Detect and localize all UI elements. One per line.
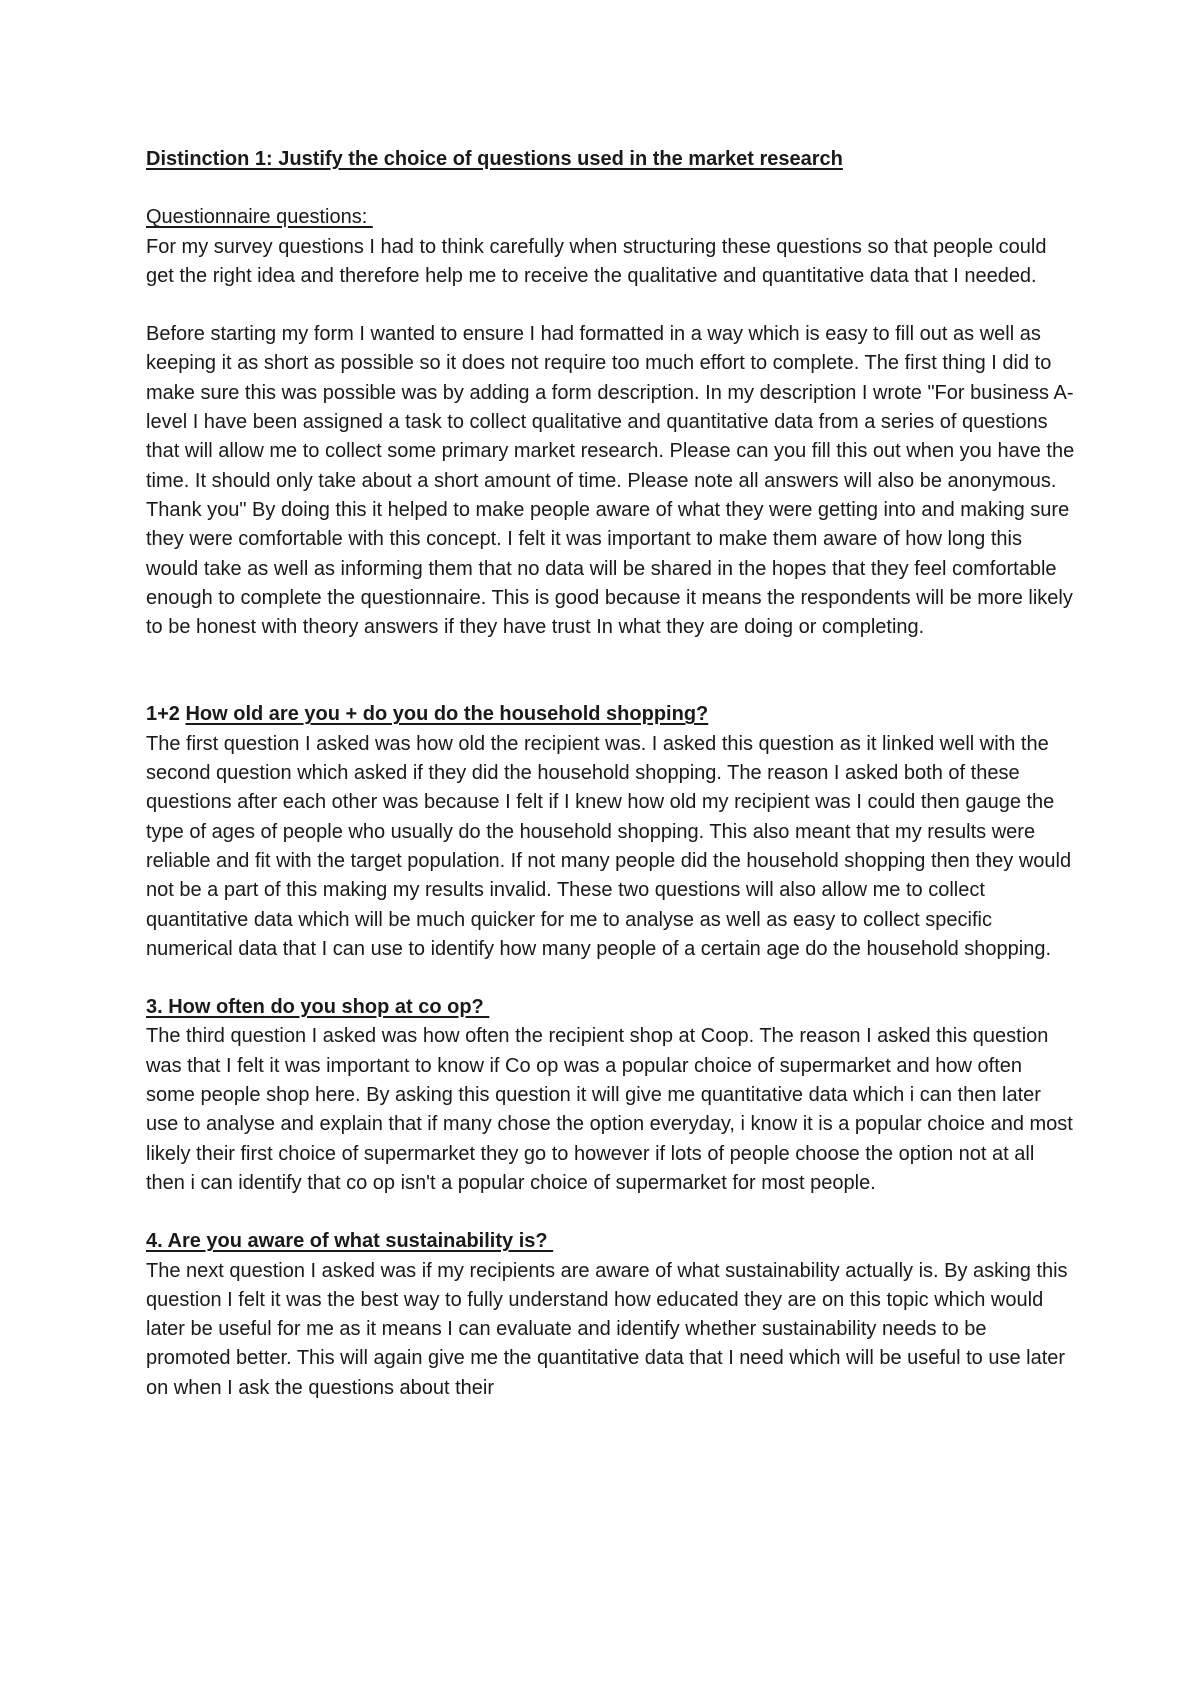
section-body-1: The first question I asked was how old the recipient was. I asked this question as it linked well with the second question which asked if they did the household shopping. The reason I asked both of these questions after each other was because I felt if I knew how old my recipient was I could then gauge the type of ages of people who usually do the household shopping. This also meant that my results were reliable and fit with the target population. If not many people did the household shopping then they would not be a part of this making my results invalid. These two questions will also allow me to collect quantitative data which will be much quicker for me to analyse as well as easy to collect specific numerical data that I can use to identify how many people of a certain age do the household shopping. [146, 732, 1072, 960]
section-heading-3: 4. Are you aware of what sustainability is? [146, 1230, 554, 1253]
document-title: Distinction 1: Justify the choice of questions used in the market research [146, 148, 843, 170]
section-heading-1 [146, 700, 1076, 729]
spacer [146, 1198, 1076, 1227]
spacer [146, 964, 1076, 993]
spacer [146, 291, 1076, 320]
spacer [146, 174, 1076, 203]
document-body [146, 145, 1076, 1403]
intro-paragraph: Thank you" By doing this it helped to make people aware of what they were getting into and making sure they were comfortable with this concept. I felt it was important to make them aware of how long this would take as well as informing them that no data will be shared in the hopes that they feel comfortable enough to complete the questionnaire. This is good because it means the respondents will be more likely to be honest with theory answers if they have trust In what they are doing or completing. [146, 498, 1073, 639]
section-heading-2: 3. How often do you shop at co op? [146, 996, 490, 1019]
section-body-2: The third question I asked was how often the recipient shop at Coop. The reason I asked this question was that I felt it was important to know if Co op was a popular choice of supermarket and how often some people shop here. By asking this question it will give me quantitative data which i can then later use to analyse and explain that if many chose the option everyday, i know it is a popular choice and most likely their first choice of supermarket they go to however if lots of people choose the option not at all then i can identify that co op isn't a popular choice of supermarket for most people. [146, 1025, 1073, 1194]
section-prefix: 1+2 [146, 703, 186, 726]
intro-paragraph: Before starting my form I wanted to ensure I had formatted in a way which is easy to fill out as well as keeping it as short as possible so it does not require too much effort to complete. The first thing I did to make sure this was possible was by adding a form description. In my description I wrote "For business A-level I have been assigned a task to collect qualitative and quantitative data from a series of questions that will allow me to collect some primary market research. Please can you fill this out when you have the time. It should only take about a short amount of time. Please note all answers will also be anonymous. [146, 323, 1075, 492]
intro-paragraph: For my survey questions I had to think carefully when structuring these questions so that people could get the right idea and therefore help me to receive the qualitative and quantitative data that I needed. [146, 235, 1047, 287]
section-title: How old are you + do you do the household shopping? [185, 703, 709, 726]
questionnaire-heading: Questionnaire questions: [146, 206, 373, 229]
section-body-3: The next question I asked was if my recipients are aware of what sustainability actually is. By asking this question I felt it was the best way to fully understand how educated they are on this topic which would later be useful for me as it means I can evaluate and identify whether sustainability needs to be promoted better. This will again give me the quantitative data that I need which will be useful to use later on when I ask the questions about their [146, 1259, 1068, 1399]
spacer [146, 642, 1076, 700]
